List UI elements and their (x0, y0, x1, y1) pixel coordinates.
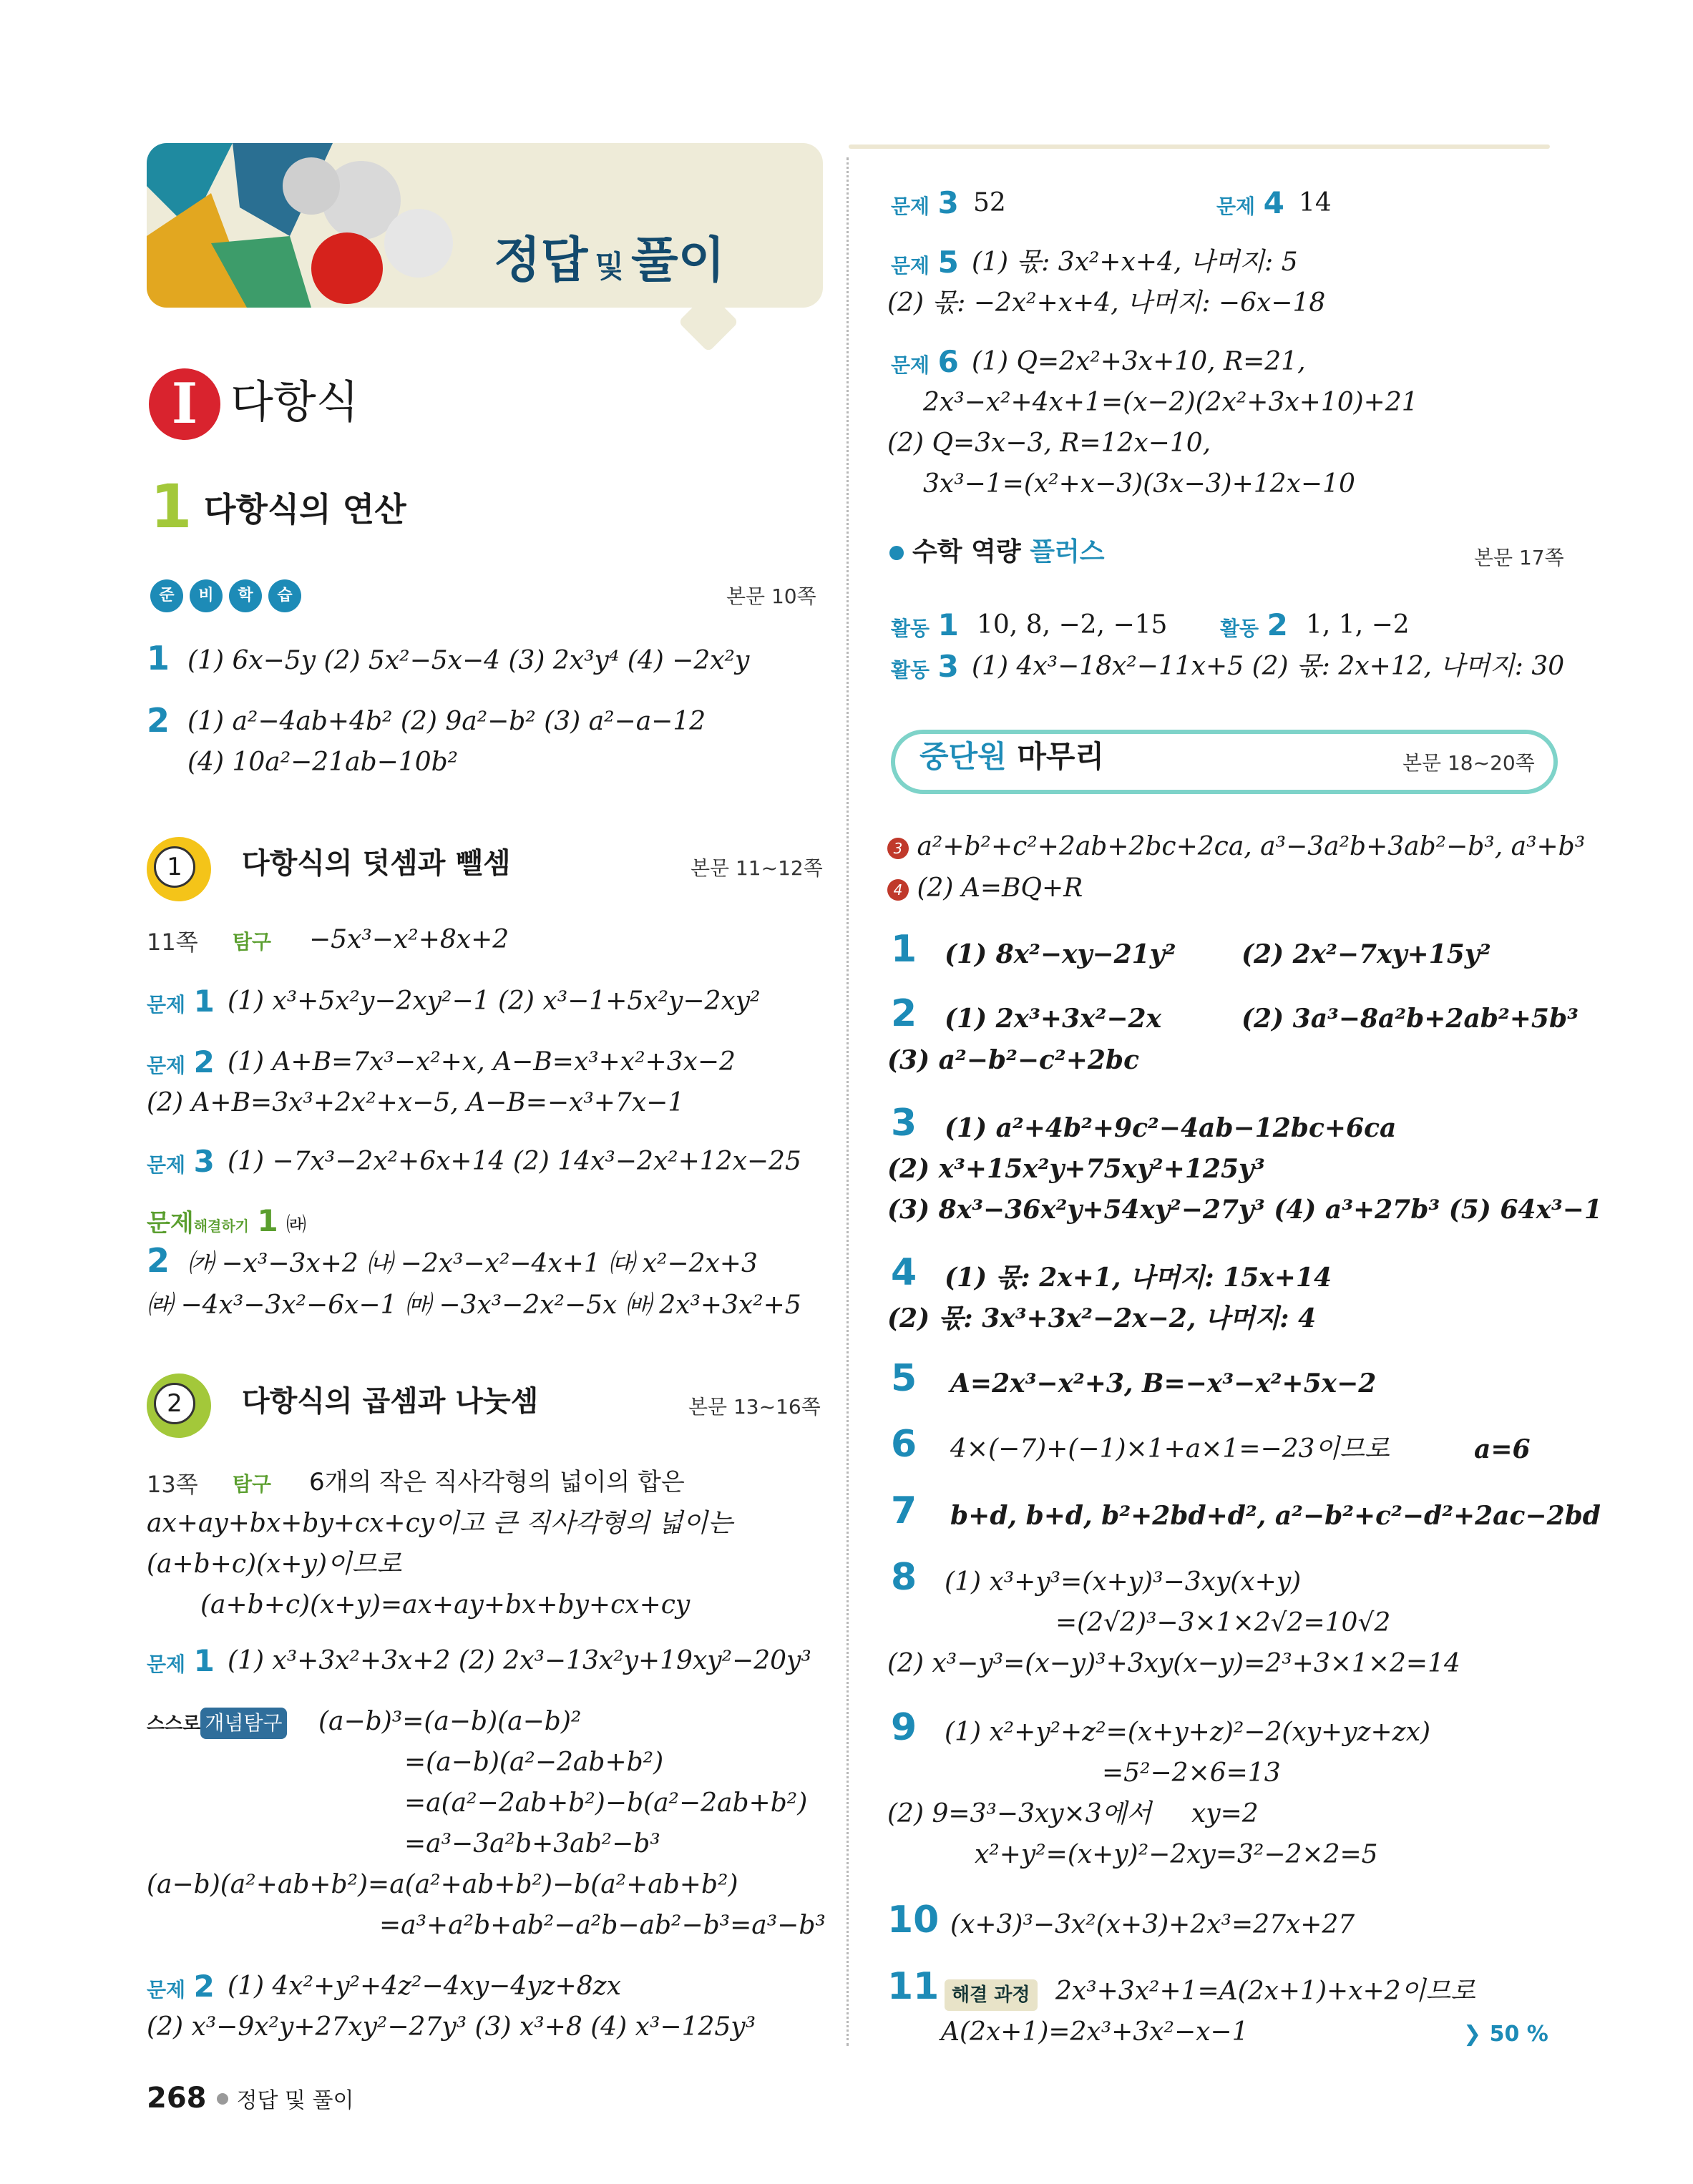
solve-answer: ㈎ −x³−3x+2 ㈏ −2x³−x²−4x+1 ㈐ x²−2x+3 (187, 1249, 758, 1278)
self-concept-label: 스스로 개념탐구 (147, 1706, 287, 1740)
plus-section-title: 수학 역량 플러스 (912, 537, 1105, 567)
footer (147, 2078, 353, 2121)
checkpoint-answer: 4 (2) A=BQ+R (887, 873, 1083, 904)
review-answer: A=2x³−x²+3, B=−x³−x²+5x−2 (950, 1368, 1377, 1399)
chapter-title: 다항식의 연산 (204, 490, 406, 529)
derivation-line: (a−b)³=(a−b)(a−b)² (318, 1707, 582, 1736)
section-2-title: 다항식의 곱셈과 나눗셈 (242, 1385, 539, 1418)
solve-answer: ㈑ (286, 1213, 307, 1236)
solve-label: 문제해결하기 1 (147, 1203, 278, 1238)
activity-label: 활동 2 (1220, 607, 1288, 642)
prep-page-ref: 본문 10쪽 (726, 584, 816, 608)
problem-label: 문제 4 (1216, 185, 1284, 220)
problem-label: 문제 2 (147, 1969, 215, 2004)
prep-badge-3: 학 (229, 579, 262, 612)
page-label: 11쪽 (147, 929, 198, 956)
problem-answer: 14 (1299, 188, 1332, 217)
review-answer: (x+3)³−3x²(x+3)+2x³=27x+27 (950, 1910, 1355, 1939)
chevron-right-icon: ❯ (1463, 2022, 1482, 2047)
review-answer: xy=2 (1191, 1799, 1259, 1828)
solve-number: 2 (147, 1241, 170, 1280)
explore-text: ax+ay+bx+by+cx+cy이고 큰 직사각형의 넓이는 (147, 1509, 733, 1538)
problem-answer: (2) Q=3x−3, R=12x−10, (887, 429, 1211, 458)
problem-answer: (1) −7x³−2x²+6x+14 (2) 14x³−2x²+12x−25 (228, 1147, 801, 1176)
activity-label: 활동 3 (891, 649, 959, 684)
footer-bullet-icon (217, 2093, 228, 2105)
derivation-line: (a−b)(a²+ab+b²)=a(a²+ab+b²)−b(a²+ab+b²) (147, 1870, 738, 1899)
prep-answer-text: (1) a²−4ab+4b² (2) 9a²−b² (3) a²−a−12 (187, 707, 706, 736)
section-2-number: 2 (154, 1383, 195, 1424)
review-answer: (2) x³+15x²y+75xy²+125y³ (887, 1154, 1265, 1184)
problem-label: 문제 3 (147, 1144, 215, 1179)
review-number: 9 (891, 1706, 917, 1749)
problem-label: 문제 3 (891, 185, 959, 220)
right-column-top-rule (849, 145, 1550, 149)
review-answer: (2) 2x²−7xy+15y² (1241, 939, 1491, 969)
review-answer: (1) 2x³+3x²−2x (945, 1004, 1162, 1034)
problem-answer: (2) A+B=3x³+2x²+x−5, A−B=−x³+7x−1 (147, 1088, 685, 1117)
review-number: 5 (891, 1357, 917, 1400)
prep-badge-2: 비 (190, 579, 223, 612)
prep-answer-number: 1 (147, 639, 170, 677)
review-answer: (1) x²+y²+z²=(x+y+z)²−2(xy+yz+zx) (945, 1718, 1430, 1747)
problem-answer: 2x³−x²+4x+1=(x−2)(2x²+3x+10)+21 (923, 388, 1418, 417)
explore-text: 6개의 작은 직사각형의 넓이의 합은 (309, 1468, 685, 1497)
review-number: 7 (891, 1489, 917, 1532)
problem-label: 문제 5 (891, 245, 959, 280)
progress-indicator: ❯ 50 % (1463, 2022, 1548, 2047)
problem-label: 문제 1 (147, 984, 215, 1019)
activity-answer: 1, 1, −2 (1306, 610, 1410, 640)
solution-process-badge: 해결 과정 (945, 1977, 1038, 2011)
prep-answer-text: (4) 10a²−21ab−10b² (187, 748, 459, 777)
section-1-title: 다항식의 덧셈과 뺄셈 (242, 847, 511, 880)
plus-bullet-icon (889, 546, 904, 560)
derivation-line: =a(a²−2ab+b²)−b(a²−2ab+b²) (404, 1788, 808, 1818)
checkpoint-badge: 4 (887, 879, 909, 901)
checkpoint-answer: 3 a²+b²+c²+2ab+2bc+2ca, a³−3a²b+3ab²−b³, a³+b³ (887, 831, 1585, 863)
review-number: 4 (891, 1251, 917, 1294)
review-answer: (1) 몫: 2x+1, 나머지: 15x+14 (945, 1263, 1332, 1293)
problem-label: 문제 2 (147, 1044, 215, 1079)
review-answer: =(2√2)³−3×1×2√2=10√2 (1055, 1608, 1391, 1637)
prep-badge-1: 준 (150, 579, 183, 612)
review-answer: (1) x³+y³=(x+y)³−3xy(x+y) (945, 1567, 1302, 1597)
unit-numeral-badge: I (149, 368, 220, 440)
review-answer: (3) 8x³−36x²y+54xy²−27y³ (4) a³+27b³ (5) 64x³−1 (887, 1195, 1602, 1225)
explore-label: 탐구 (233, 930, 272, 954)
review-answer: (1) a²+4b²+9c²−4ab−12bc+6ca (945, 1113, 1397, 1143)
review-answer: (2) 3a³−8a²b+2ab²+5b³ (1241, 1004, 1579, 1034)
mid-review-title: 중단원 마무리 (919, 739, 1105, 774)
derivation-line: =a³−3a²b+3ab²−b³ (404, 1829, 660, 1859)
explore-text: (a+b+c)(x+y)=ax+ay+bx+by+cx+cy (200, 1590, 691, 1620)
review-answer: (2) x³−y³=(x−y)³+3xy(x−y)=2³+3×1×2=14 (887, 1649, 1460, 1678)
footer-label: 정답 및 풀이 (236, 2088, 354, 2113)
mid-review-page-ref: 본문 18~20쪽 (1402, 751, 1535, 775)
review-number: 1 (891, 928, 917, 971)
review-answer: (1) 8x²−xy−21y² (945, 939, 1176, 969)
problem-answer: 3x³−1=(x²+x−3)(3x−3)+12x−10 (923, 469, 1355, 499)
review-answer: (3) a²−b²−c²+2bc (887, 1045, 1140, 1075)
page-label: 13쪽 (147, 1471, 198, 1498)
review-answer: (2) 몫: 3x³+3x²−2x−2, 나머지: 4 (887, 1303, 1317, 1333)
explore-label: 탐구 (233, 1472, 272, 1496)
unit-title: 다항식 (230, 376, 359, 428)
review-answer: a=6 (1474, 1434, 1531, 1464)
problem-label: 문제 1 (147, 1643, 215, 1678)
prep-badge-4: 습 (268, 579, 301, 612)
problem-answer: (2) 몫: −2x²+x+4, 나머지: −6x−18 (887, 288, 1326, 318)
review-number: 3 (891, 1102, 917, 1145)
review-answer: 4×(−7)+(−1)×1+a×1=−23이므로 (950, 1434, 1390, 1464)
checkpoint-badge: 3 (887, 838, 909, 859)
review-answer: b+d, b+d, b²+2bd+d², a²−b²+c²−d²+2ac−2bd (950, 1501, 1601, 1531)
column-divider (847, 157, 849, 2046)
prep-answer-text: (1) 6x−5y (2) 5x²−5x−4 (3) 2x³y⁴ (4) −2x²y (187, 646, 750, 675)
review-answer: 2x³+3x²+1=A(2x+1)+x+2이므로 (1055, 1977, 1475, 2006)
problem-answer: (1) x³+3x²+3x+2 (2) 2x³−13x²y+19xy²−20y³ (228, 1646, 811, 1675)
solve-answer: ㈑ −4x³−3x²−6x−1 ㈒ −3x³−2x²−5x ㈓ 2x³+3x²+5 (147, 1291, 801, 1320)
review-number: 6 (891, 1423, 917, 1466)
section-1-page-ref: 본문 11~12쪽 (691, 856, 823, 880)
section-1-number: 1 (154, 846, 195, 888)
explore-answer: −5x³−x²+8x+2 (309, 925, 509, 954)
review-number: 11 (887, 1965, 940, 2008)
review-number: 8 (891, 1556, 917, 1599)
explore-text: (a+b+c)(x+y)이므로 (147, 1549, 402, 1579)
activity-answer: (1) 4x³−18x²−11x+5 (2) 몫: 2x+12, 나머지: 30 (972, 652, 1565, 681)
review-number: 10 (887, 1899, 940, 1941)
header-illustration (147, 143, 454, 308)
plus-page-ref: 본문 17쪽 (1474, 546, 1564, 569)
problem-answer: (1) A+B=7x³−x²+x, A−B=x³+x²+3x−2 (228, 1047, 736, 1077)
problem-answer: (1) Q=2x²+3x+10, R=21, (972, 347, 1306, 376)
derivation-line: =a³+a²b+ab²−a²b−ab²−b³=a³−b³ (379, 1911, 826, 1940)
review-answer: x²+y²=(x+y)²−2xy=3²−2×2=5 (975, 1840, 1378, 1869)
review-answer: =5²−2×6=13 (1102, 1758, 1281, 1788)
problem-answer: (1) 몫: 3x²+x+4, 나머지: 5 (972, 248, 1298, 277)
derivation-line: =(a−b)(a²−2ab+b²) (404, 1748, 664, 1777)
page-number: 268 (147, 2082, 207, 2115)
review-answer: A(2x+1)=2x³+3x²−x−1 (941, 2017, 1249, 2047)
review-answer: (2) 9=3³−3xy×3에서 (887, 1799, 1152, 1828)
prep-answer-number: 2 (147, 701, 170, 740)
problem-answer: (1) x³+5x²y−2xy²−1 (2) x³−1+5x²y−2xy² (228, 986, 761, 1016)
section-2-page-ref: 본문 13~16쪽 (688, 1395, 821, 1419)
activity-answer: 10, 8, −2, −15 (977, 610, 1168, 640)
review-number: 2 (891, 992, 917, 1035)
activity-label: 활동 1 (891, 607, 959, 642)
chapter-number: 1 (150, 471, 192, 542)
problem-answer: (2) x³−9x²y+27xy²−27y³ (3) x³+8 (4) x³−125y³ (147, 2012, 756, 2042)
page-title: 정답 및 풀이 (494, 232, 726, 289)
problem-answer: (1) 4x²+y²+4z²−4xy−4yz+8zx (228, 1972, 621, 2001)
problem-label: 문제 6 (891, 344, 959, 379)
problem-answer: 52 (973, 188, 1006, 217)
